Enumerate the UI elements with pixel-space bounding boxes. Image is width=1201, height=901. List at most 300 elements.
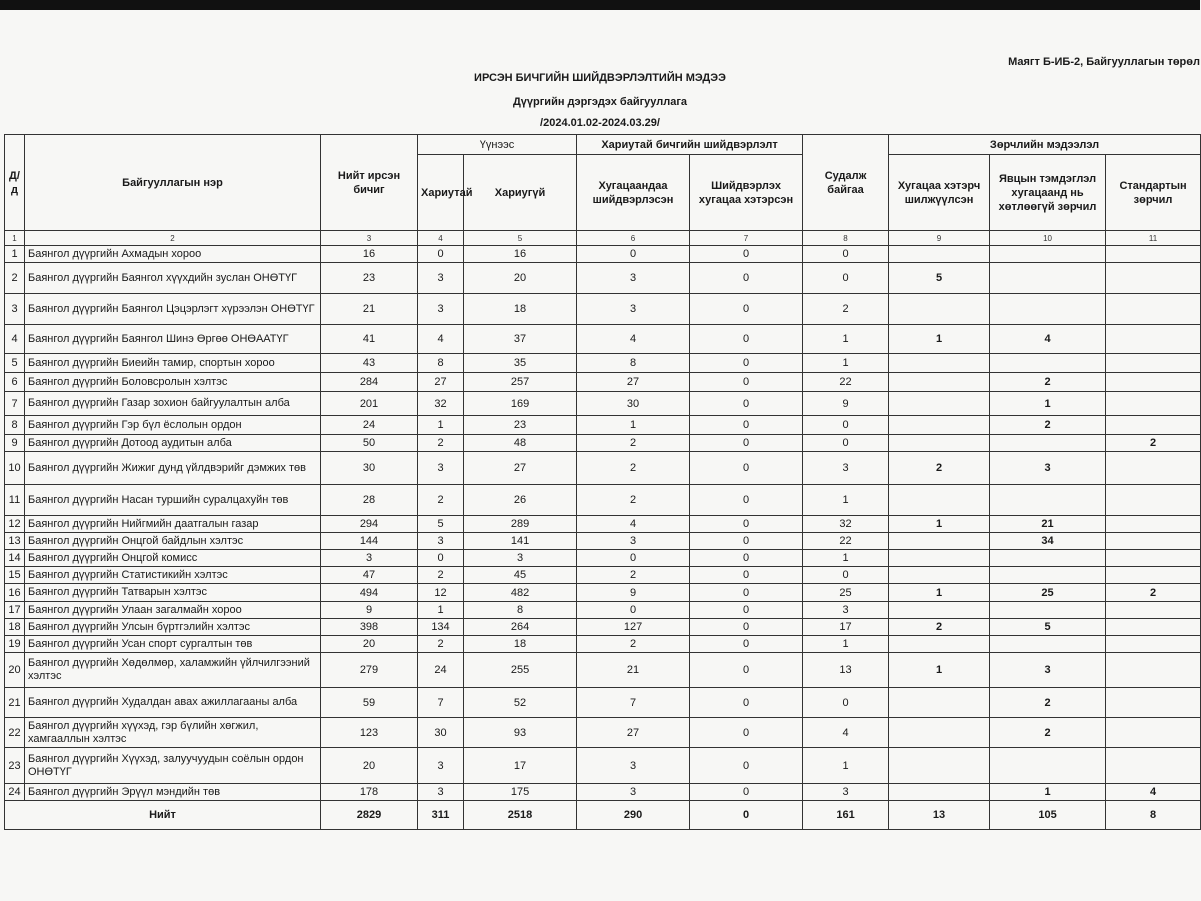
- cell-total: 279: [321, 653, 418, 688]
- row-number: 7: [5, 392, 25, 416]
- cell-reply: 2: [418, 567, 464, 584]
- totals-reply: 311: [418, 801, 464, 830]
- cell-total: 144: [321, 533, 418, 550]
- row-number: 21: [5, 688, 25, 718]
- cell-review: 1: [803, 636, 889, 653]
- cell-noreply: 257: [464, 373, 577, 392]
- col-header-no: Д/д: [5, 135, 25, 231]
- cell-noreply: 48: [464, 435, 577, 452]
- cell-reply: 0: [418, 550, 464, 567]
- table-row: [5, 435, 1201, 452]
- cell-total: 21: [321, 294, 418, 325]
- cell-ontime: 27: [577, 373, 690, 392]
- cell-standard: [1106, 516, 1201, 533]
- org-name: Баянгол дүүргийн Татварын хэлтэс: [25, 584, 321, 602]
- cell-total: 47: [321, 567, 418, 584]
- row-number: 13: [5, 533, 25, 550]
- cell-review: 22: [803, 533, 889, 550]
- cell-standard: 2: [1106, 435, 1201, 452]
- cell-extended: 1: [889, 325, 990, 354]
- table-row: [5, 567, 1201, 584]
- totals-noreply: 2518: [464, 801, 577, 830]
- cell-standard: [1106, 246, 1201, 263]
- cell-reply: 3: [418, 748, 464, 784]
- column-index: 4: [418, 231, 464, 246]
- cell-noreply: 18: [464, 636, 577, 653]
- cell-total: 9: [321, 602, 418, 619]
- table-row: [5, 718, 1201, 748]
- cell-reply: 3: [418, 784, 464, 801]
- cell-noreply: 169: [464, 392, 577, 416]
- cell-review: 0: [803, 435, 889, 452]
- cell-total: 30: [321, 452, 418, 485]
- cell-overdue: 0: [690, 416, 803, 435]
- cell-ontime: 3: [577, 294, 690, 325]
- org-name: Баянгол дүүргийн Жижиг дунд үйлдвэрийг дэмжих төв: [25, 452, 321, 485]
- row-number: 12: [5, 516, 25, 533]
- cell-extended: [889, 373, 990, 392]
- cell-overdue: 0: [690, 373, 803, 392]
- cell-standard: [1106, 533, 1201, 550]
- cell-overdue: 0: [690, 516, 803, 533]
- cell-ontime: 1: [577, 416, 690, 435]
- cell-noreply: 175: [464, 784, 577, 801]
- cell-noreply: 37: [464, 325, 577, 354]
- column-index: 3: [321, 231, 418, 246]
- column-index-row: [5, 231, 1201, 246]
- cell-not-noted: [990, 263, 1106, 294]
- col-header-violation-group: Зөрчлийн мэдээлэл: [889, 135, 1201, 155]
- cell-not-noted: 2: [990, 688, 1106, 718]
- table-row: [5, 748, 1201, 784]
- cell-standard: [1106, 416, 1201, 435]
- cell-not-noted: 3: [990, 653, 1106, 688]
- org-name: Баянгол дүүргийн Нийгмийн даатгалын газар: [25, 516, 321, 533]
- cell-noreply: 52: [464, 688, 577, 718]
- cell-not-noted: [990, 246, 1106, 263]
- row-number: 6: [5, 373, 25, 392]
- cell-standard: [1106, 748, 1201, 784]
- cell-overdue: 0: [690, 435, 803, 452]
- cell-total: 16: [321, 246, 418, 263]
- row-number: 4: [5, 325, 25, 354]
- cell-ontime: 0: [577, 602, 690, 619]
- cell-overdue: 0: [690, 325, 803, 354]
- cell-standard: [1106, 653, 1201, 688]
- table-row: [5, 246, 1201, 263]
- cell-ontime: 3: [577, 748, 690, 784]
- cell-not-noted: 1: [990, 784, 1106, 801]
- report-period: /2024.01.02-2024.03.29/: [540, 117, 660, 129]
- cell-overdue: 0: [690, 567, 803, 584]
- cell-not-noted: 2: [990, 373, 1106, 392]
- row-number: 17: [5, 602, 25, 619]
- cell-ontime: 127: [577, 619, 690, 636]
- cell-not-noted: 34: [990, 533, 1106, 550]
- cell-extended: [889, 636, 990, 653]
- cell-standard: [1106, 325, 1201, 354]
- cell-extended: [889, 392, 990, 416]
- table-row: [5, 550, 1201, 567]
- cell-extended: [889, 718, 990, 748]
- cell-standard: [1106, 452, 1201, 485]
- cell-standard: [1106, 718, 1201, 748]
- table-row: [5, 354, 1201, 373]
- column-index: 6: [577, 231, 690, 246]
- cell-total: 3: [321, 550, 418, 567]
- row-number: 1: [5, 246, 25, 263]
- form-code: Маягт Б-ИБ-2, Байгууллагын төрөл: [1008, 56, 1200, 68]
- cell-standard: [1106, 688, 1201, 718]
- cell-review: 2: [803, 294, 889, 325]
- cell-extended: 2: [889, 452, 990, 485]
- cell-extended: 1: [889, 584, 990, 602]
- cell-review: 4: [803, 718, 889, 748]
- cell-extended: [889, 294, 990, 325]
- cell-ontime: 30: [577, 392, 690, 416]
- cell-not-noted: [990, 485, 1106, 516]
- cell-reply: 2: [418, 636, 464, 653]
- cell-review: 1: [803, 748, 889, 784]
- report-title: ИРСЭН БИЧГИЙН ШИЙДВЭРЛЭЛТИЙН МЭДЭЭ: [474, 72, 726, 84]
- totals-review: 161: [803, 801, 889, 830]
- cell-not-noted: [990, 567, 1106, 584]
- cell-overdue: 0: [690, 550, 803, 567]
- cell-overdue: 0: [690, 452, 803, 485]
- cell-ontime: 9: [577, 584, 690, 602]
- table-row: [5, 485, 1201, 516]
- cell-overdue: 0: [690, 294, 803, 325]
- cell-review: 22: [803, 373, 889, 392]
- cell-extended: [889, 748, 990, 784]
- cell-extended: [889, 435, 990, 452]
- column-index: 10: [990, 231, 1106, 246]
- cell-reply: 3: [418, 263, 464, 294]
- cell-not-noted: [990, 636, 1106, 653]
- cell-ontime: 4: [577, 325, 690, 354]
- cell-noreply: 18: [464, 294, 577, 325]
- cell-noreply: 141: [464, 533, 577, 550]
- cell-extended: 1: [889, 653, 990, 688]
- org-name: Баянгол дүүргийн Улсын бүртгэлийн хэлтэс: [25, 619, 321, 636]
- cell-reply: 3: [418, 533, 464, 550]
- cell-overdue: 0: [690, 653, 803, 688]
- cell-reply: 3: [418, 452, 464, 485]
- cell-extended: 1: [889, 516, 990, 533]
- cell-overdue: 0: [690, 718, 803, 748]
- cell-overdue: 0: [690, 636, 803, 653]
- cell-standard: [1106, 354, 1201, 373]
- cell-not-noted: 1: [990, 392, 1106, 416]
- cell-not-noted: 5: [990, 619, 1106, 636]
- cell-not-noted: [990, 550, 1106, 567]
- cell-standard: [1106, 636, 1201, 653]
- col-header-org: Байгууллагын нэр: [25, 135, 321, 231]
- org-name: Баянгол дүүргийн Ахмадын хороо: [25, 246, 321, 263]
- scan-top-border: [0, 0, 1200, 10]
- cell-not-noted: [990, 602, 1106, 619]
- cell-review: 13: [803, 653, 889, 688]
- cell-not-noted: [990, 354, 1106, 373]
- cell-noreply: 27: [464, 452, 577, 485]
- row-number: 24: [5, 784, 25, 801]
- org-name: Баянгол дүүргийн Боловсролын хэлтэс: [25, 373, 321, 392]
- table-row: [5, 619, 1201, 636]
- cell-total: 494: [321, 584, 418, 602]
- cell-review: 3: [803, 452, 889, 485]
- row-number: 16: [5, 584, 25, 602]
- table-row: [5, 373, 1201, 392]
- table-row: [5, 784, 1201, 801]
- cell-not-noted: 21: [990, 516, 1106, 533]
- cell-standard: [1106, 567, 1201, 584]
- table-row: [5, 688, 1201, 718]
- cell-standard: 4: [1106, 784, 1201, 801]
- table-row: [5, 452, 1201, 485]
- cell-reply: 4: [418, 325, 464, 354]
- org-name: Баянгол дүүргийн хүүхэд, гэр бүлийн хөгжил, хамгааллын хэлтэс: [25, 718, 321, 748]
- cell-review: 0: [803, 688, 889, 718]
- cell-noreply: 26: [464, 485, 577, 516]
- cell-ontime: 21: [577, 653, 690, 688]
- cell-review: 0: [803, 567, 889, 584]
- table-row: [5, 325, 1201, 354]
- col-header-total: Нийт ирсэн бичиг: [321, 135, 418, 231]
- org-name: Баянгол дүүргийн Гэр бүл ёслолын ордон: [25, 416, 321, 435]
- cell-standard: [1106, 392, 1201, 416]
- column-index: 8: [803, 231, 889, 246]
- row-number: 9: [5, 435, 25, 452]
- cell-extended: 2: [889, 619, 990, 636]
- cell-total: 178: [321, 784, 418, 801]
- cell-extended: [889, 784, 990, 801]
- col-header-noreply: Хариугүй: [464, 155, 577, 231]
- cell-ontime: 2: [577, 567, 690, 584]
- totals-ontime: 290: [577, 801, 690, 830]
- cell-extended: [889, 485, 990, 516]
- totals-extended: 13: [889, 801, 990, 830]
- row-number: 8: [5, 416, 25, 435]
- cell-ontime: 7: [577, 688, 690, 718]
- org-name: Баянгол дүүргийн Биеийн тамир, спортын хороо: [25, 354, 321, 373]
- cell-overdue: 0: [690, 748, 803, 784]
- row-number: 23: [5, 748, 25, 784]
- cell-total: 20: [321, 636, 418, 653]
- cell-review: 17: [803, 619, 889, 636]
- totals-standard: 8: [1106, 801, 1201, 830]
- cell-ontime: 27: [577, 718, 690, 748]
- cell-standard: [1106, 619, 1201, 636]
- column-index: 1: [5, 231, 25, 246]
- cell-total: 41: [321, 325, 418, 354]
- cell-not-noted: [990, 748, 1106, 784]
- col-header-source-group: Үүнээс: [418, 135, 577, 155]
- cell-overdue: 0: [690, 619, 803, 636]
- cell-ontime: 0: [577, 550, 690, 567]
- org-name: Баянгол дүүргийн Газар зохион байгуулалтын алба: [25, 392, 321, 416]
- org-name: Баянгол дүүргийн Баянгол хүүхдийн зуслан ОНӨТҮГ: [25, 263, 321, 294]
- table-row: [5, 263, 1201, 294]
- row-number: 19: [5, 636, 25, 653]
- cell-reply: 12: [418, 584, 464, 602]
- cell-overdue: 0: [690, 392, 803, 416]
- totals-overdue: 0: [690, 801, 803, 830]
- table-row: [5, 392, 1201, 416]
- cell-total: 23: [321, 263, 418, 294]
- cell-extended: [889, 246, 990, 263]
- col-header-standard: Стандартын зөрчил: [1106, 155, 1201, 231]
- cell-total: 294: [321, 516, 418, 533]
- row-number: 20: [5, 653, 25, 688]
- row-number: 10: [5, 452, 25, 485]
- col-header-ontime: Хугацаандаа шийдвэрлэсэн: [577, 155, 690, 231]
- cell-review: 0: [803, 246, 889, 263]
- cell-not-noted: 25: [990, 584, 1106, 602]
- cell-noreply: 93: [464, 718, 577, 748]
- org-name: Баянгол дүүргийн Статистикийн хэлтэс: [25, 567, 321, 584]
- cell-noreply: 8: [464, 602, 577, 619]
- cell-not-noted: 2: [990, 718, 1106, 748]
- org-name: Баянгол дүүргийн Дотоод аудитын алба: [25, 435, 321, 452]
- table-row: [5, 602, 1201, 619]
- column-index: 5: [464, 231, 577, 246]
- cell-noreply: 20: [464, 263, 577, 294]
- cell-not-noted: 3: [990, 452, 1106, 485]
- cell-standard: [1106, 294, 1201, 325]
- row-number: 18: [5, 619, 25, 636]
- cell-standard: [1106, 550, 1201, 567]
- table-row: [5, 533, 1201, 550]
- org-name: Баянгол дүүргийн Онцгой байдлын хэлтэс: [25, 533, 321, 550]
- org-name: Баянгол дүүргийн Баянгол Шинэ Өргөө ОНӨААТҮГ: [25, 325, 321, 354]
- cell-extended: [889, 550, 990, 567]
- cell-noreply: 255: [464, 653, 577, 688]
- cell-extended: [889, 416, 990, 435]
- cell-standard: [1106, 263, 1201, 294]
- cell-ontime: 8: [577, 354, 690, 373]
- cell-overdue: 0: [690, 584, 803, 602]
- cell-ontime: 0: [577, 246, 690, 263]
- org-name: Баянгол дүүргийн Насан туршийн суралцахуйн төв: [25, 485, 321, 516]
- cell-overdue: 0: [690, 354, 803, 373]
- cell-not-noted: 4: [990, 325, 1106, 354]
- cell-noreply: 264: [464, 619, 577, 636]
- cell-reply: 32: [418, 392, 464, 416]
- cell-overdue: 0: [690, 602, 803, 619]
- cell-total: 50: [321, 435, 418, 452]
- row-number: 22: [5, 718, 25, 748]
- table-row: [5, 653, 1201, 688]
- org-name: Баянгол дүүргийн Хөдөлмөр, халамжийн үйлчилгээний хэлтэс: [25, 653, 321, 688]
- cell-review: 0: [803, 263, 889, 294]
- cell-total: 201: [321, 392, 418, 416]
- cell-review: 0: [803, 416, 889, 435]
- row-number: 15: [5, 567, 25, 584]
- cell-extended: [889, 688, 990, 718]
- column-index: 9: [889, 231, 990, 246]
- column-index: 7: [690, 231, 803, 246]
- cell-total: 398: [321, 619, 418, 636]
- cell-reply: 3: [418, 294, 464, 325]
- cell-reply: 2: [418, 485, 464, 516]
- col-header-extended: Хугацаа хэтэрч шилжүүлсэн: [889, 155, 990, 231]
- cell-review: 25: [803, 584, 889, 602]
- cell-reply: 1: [418, 416, 464, 435]
- cell-review: 32: [803, 516, 889, 533]
- table-row: [5, 636, 1201, 653]
- cell-total: 24: [321, 416, 418, 435]
- cell-standard: [1106, 602, 1201, 619]
- cell-extended: [889, 602, 990, 619]
- totals-row: [5, 801, 1201, 830]
- cell-noreply: 45: [464, 567, 577, 584]
- row-number: 2: [5, 263, 25, 294]
- cell-review: 1: [803, 325, 889, 354]
- cell-not-noted: [990, 435, 1106, 452]
- cell-reply: 1: [418, 602, 464, 619]
- cell-noreply: 289: [464, 516, 577, 533]
- cell-reply: 27: [418, 373, 464, 392]
- cell-extended: [889, 354, 990, 373]
- cell-standard: 2: [1106, 584, 1201, 602]
- totals-not-noted: 105: [990, 801, 1106, 830]
- cell-extended: 5: [889, 263, 990, 294]
- cell-ontime: 3: [577, 784, 690, 801]
- cell-extended: [889, 567, 990, 584]
- row-number: 5: [5, 354, 25, 373]
- cell-overdue: 0: [690, 533, 803, 550]
- cell-noreply: 3: [464, 550, 577, 567]
- org-name: Баянгол дүүргийн Эрүүл мэндийн төв: [25, 784, 321, 801]
- col-header-not-noted: Явцын тэмдэглэл хугацаанд нь хөтлөөгүй зөрчил: [990, 155, 1106, 231]
- table-row: [5, 584, 1201, 602]
- col-header-overdue: Шийдвэрлэх хугацаа хэтэрсэн: [690, 155, 803, 231]
- cell-standard: [1106, 373, 1201, 392]
- org-name: Баянгол дүүргийн Улаан загалмайн хороо: [25, 602, 321, 619]
- cell-total: 20: [321, 748, 418, 784]
- org-name: Баянгол дүүргийн Онцгой комисс: [25, 550, 321, 567]
- cell-ontime: 2: [577, 485, 690, 516]
- cell-ontime: 2: [577, 452, 690, 485]
- col-header-review: Судалж байгаа: [803, 135, 889, 231]
- report-table: [4, 134, 1201, 830]
- cell-total: 43: [321, 354, 418, 373]
- cell-review: 1: [803, 485, 889, 516]
- org-name: Баянгол дүүргийн Усан спорт сургалтын төв: [25, 636, 321, 653]
- cell-overdue: 0: [690, 784, 803, 801]
- cell-overdue: 0: [690, 246, 803, 263]
- cell-review: 3: [803, 784, 889, 801]
- cell-noreply: 482: [464, 584, 577, 602]
- cell-extended: [889, 533, 990, 550]
- table-row: [5, 294, 1201, 325]
- cell-reply: 30: [418, 718, 464, 748]
- row-number: 14: [5, 550, 25, 567]
- cell-reply: 134: [418, 619, 464, 636]
- org-name: Баянгол дүүргийн Худалдан авах ажиллагааны алба: [25, 688, 321, 718]
- cell-reply: 24: [418, 653, 464, 688]
- cell-total: 28: [321, 485, 418, 516]
- cell-not-noted: [990, 294, 1106, 325]
- column-index: 11: [1106, 231, 1201, 246]
- cell-standard: [1106, 485, 1201, 516]
- cell-noreply: 23: [464, 416, 577, 435]
- cell-total: 123: [321, 718, 418, 748]
- cell-reply: 8: [418, 354, 464, 373]
- cell-ontime: 2: [577, 435, 690, 452]
- column-index: 2: [25, 231, 321, 246]
- table-row: [5, 516, 1201, 533]
